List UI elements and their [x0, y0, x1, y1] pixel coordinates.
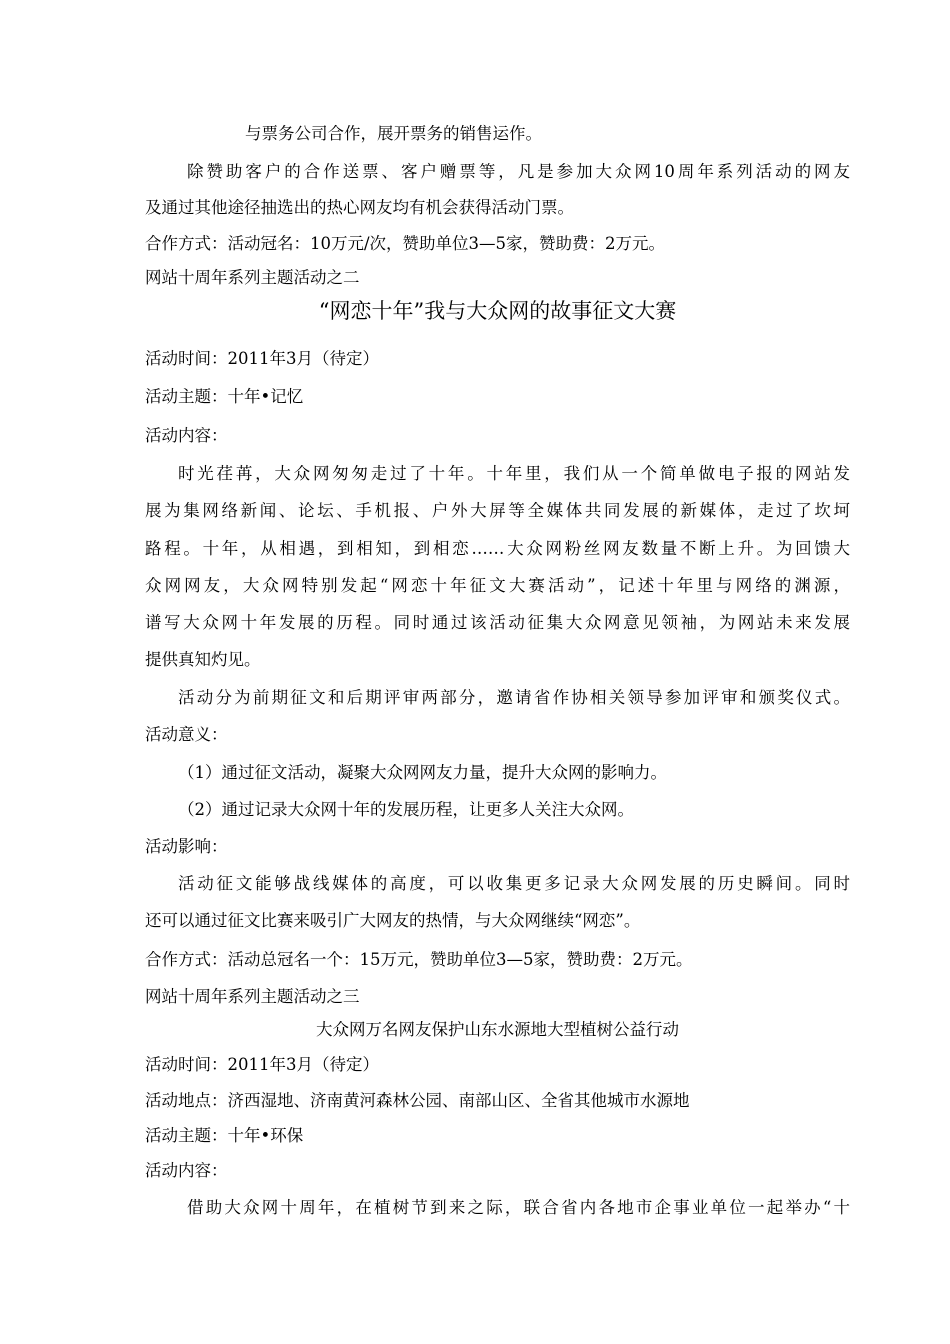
activity-time: 活动时间：2011年3月（待定）: [145, 349, 379, 368]
activity-content-label: 活动内容：: [145, 1161, 228, 1180]
paragraph-line: 提供真知灼见。: [145, 650, 261, 669]
cooperation-line: 合作方式：活动冠名：10万元/次，赞助单位3—5家，赞助费：2万元。: [145, 234, 666, 253]
paragraph-line: 及通过其他途径抽选出的热心网友均有机会获得活动门票。: [145, 198, 574, 217]
activity-theme: 活动主题：十年•环保: [145, 1126, 304, 1145]
cooperation-line: 合作方式：活动总冠名一个：15万元，赞助单位3—5家，赞助费：2万元。: [145, 950, 693, 969]
paragraph-line: 活动征文能够战线媒体的高度，可以收集更多记录大众网发展的历史瞬间。同时: [178, 874, 850, 893]
section-title: “网恋十年”我与大众网的故事征文大赛: [318, 299, 677, 323]
activity-location: 活动地点：济西湿地、济南黄河森林公园、南部山区、全省其他城市水源地: [145, 1091, 690, 1110]
paragraph-line: 还可以通过征文比赛来吸引广大网友的热情，与大众网继续“网恋”。: [145, 911, 641, 930]
activity-theme: 活动主题：十年•记忆: [145, 387, 304, 406]
activity-time: 活动时间：2011年3月（待定）: [145, 1055, 379, 1074]
section-label: 网站十周年系列主题活动之二: [145, 268, 360, 287]
section-label: 网站十周年系列主题活动之三: [145, 987, 360, 1006]
paragraph-line: 路程。十年，从相遇，到相知，到相恋……大众网粉丝网友数量不断上升。为回馈大: [145, 539, 850, 558]
paragraph-line: 众网网友，大众网特别发起“网恋十年征文大赛活动”，记述十年里与网络的渊源，: [145, 576, 850, 595]
paragraph-line: 展为集网络新闻、论坛、手机报、户外大屏等全媒体共同发展的新媒体，走过了坎坷: [145, 501, 850, 520]
paragraph-line: 除赞助客户的合作送票、客户赠票等，凡是参加大众网10周年系列活动的网友: [187, 162, 850, 181]
paragraph-line: 时光荏苒，大众网匆匆走过了十年。十年里，我们从一个简单做电子报的网站发: [178, 464, 850, 483]
paragraph-line: 谱写大众网十年发展的历程。同时通过该活动征集大众网意见领袖，为网站未来发展: [145, 613, 850, 632]
paragraph-line: 活动分为前期征文和后期评审两部分，邀请省作协相关领导参加评审和颁奖仪式。: [178, 688, 850, 707]
activity-content-label: 活动内容：: [145, 426, 228, 445]
meaning-item: （1）通过征文活动，凝聚大众网网友力量，提升大众网的影响力。: [178, 763, 667, 782]
activity-meaning-label: 活动意义：: [145, 725, 228, 744]
paragraph-line: 与票务公司合作，展开票务的销售运作。: [245, 124, 542, 143]
section-title: 大众网万名网友保护山东水源地大型植树公益行动: [316, 1020, 679, 1039]
paragraph-line: 借助大众网十周年，在植树节到来之际，联合省内各地市企事业单位一起举办“十: [187, 1198, 850, 1217]
meaning-item: （2）通过记录大众网十年的发展历程，让更多人关注大众网。: [178, 800, 634, 819]
activity-impact-label: 活动影响：: [145, 837, 228, 856]
